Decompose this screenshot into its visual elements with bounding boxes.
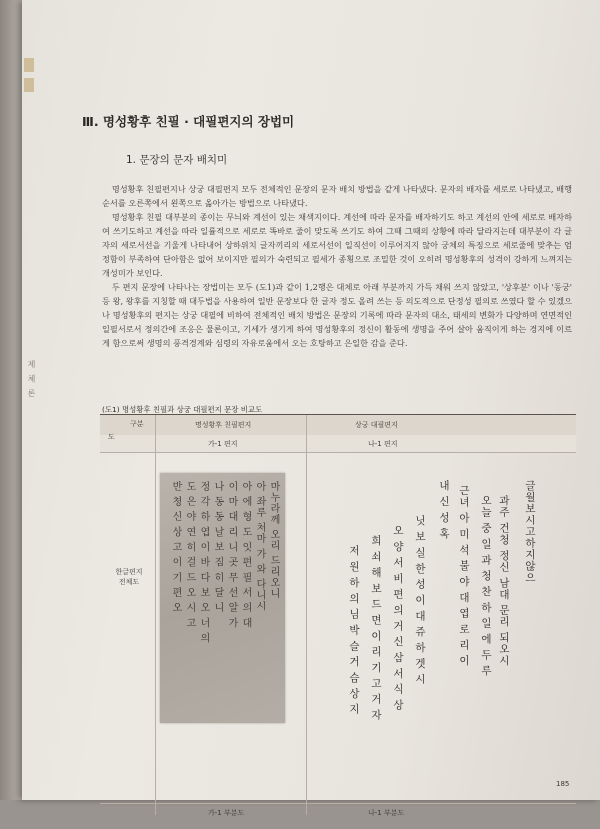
header-gubun: 구분	[130, 420, 144, 428]
col1-footer: 가-1 부분도	[208, 809, 245, 817]
scan-column: 마누라께 오리 드리오니	[268, 481, 279, 600]
table-divider	[100, 452, 576, 453]
scan-column: 나 동 동 날 보 짐 히 달 니	[212, 481, 223, 614]
section-title: Ⅲ. 명성황후 친필 · 대필편지의 장법미	[82, 114, 295, 129]
letter-column: 근녀 아 미 석 불 야 대 엽 로 리 이	[458, 485, 470, 667]
book-page	[22, 0, 600, 817]
page-tab	[24, 78, 34, 92]
scan-column: 아 좌루 처마 가 와 다니시	[254, 481, 265, 612]
table-header-row	[100, 415, 576, 435]
paragraph: 명성황후 친필편지나 상궁 대필편지 모두 전체적인 문장의 문자 배치 방법을 같게 나타냈다. 문자의 배자를 세로로 나타냈고, 배행 순서를 오른쪽에서 왼쪽으로 옮아가는 방법으로 나타냈다.	[102, 184, 572, 208]
letter-column: 오 양 서 비 편 의 거 신 삼 서 식 상	[392, 525, 404, 711]
paragraph: 명성황후 친필 대부분의 종이는 무늬와 계선이 있는 채색지이다. 계선에 따라 문자를 배자하기도 하고 계선의 안에 세로로 배자하여 쓰기도하고 계선을 따라 일률적으로 세로로 똑바로 줄이 맞도록 쓰기도 하여 그때 그때의 상황에 따라 달라지는데 대부분이 각 글자의 세로서선을 기울게 나타내어 상하위치 글자끼리의 세로서선이 일직선이 이루어지지 않아 궁체의 특징으로 세로줄에 맞추는 엄정함이 부족하여 단아함은 없어 보이지만 필의가 숙련되고 필세가 종횡으로 조밀한 것이 오히려 명성황후의 성격이 강하게 느껴지는 개성미가 보인다.	[102, 212, 572, 278]
side-running-text: 제 체 론	[27, 360, 36, 400]
scan-column: 이 마 대 리 니 곳 무 선 알 가	[226, 481, 237, 629]
letter-column: 닛 보 실 한 성 이 대 쥬 하 겟 시	[414, 515, 426, 685]
col1-subtitle: 가-1 편지	[208, 440, 238, 448]
col2-title: 상궁 대필편지	[355, 421, 398, 429]
body-text	[102, 182, 572, 350]
letter-column: 글월보시고하지않으	[524, 480, 536, 584]
scan-column: 반 쳥 신 상 고 이 기 편 오	[170, 481, 181, 614]
col1-title: 명성황후 친필편지	[195, 421, 252, 429]
letter-scan-image	[160, 473, 285, 723]
table-subheader-row	[100, 435, 576, 452]
figure-caption: (도1) 명성황후 친필과 상궁 대필편지 문장 비교도	[102, 405, 263, 414]
scan-column: 정 각 하 엽 이 바 다 보 오 너 의	[198, 481, 209, 644]
printed-letter	[340, 475, 540, 795]
book-gutter	[0, 0, 22, 800]
letter-column: 과주 건청 정신 남대 문리 되오시	[498, 495, 510, 667]
header-do: 도	[108, 433, 115, 441]
col2-subtitle: 나-1 편지	[368, 440, 398, 448]
letter-column: 희 쇠 해 보 드 면 이 리 기 고 거 자	[370, 535, 382, 721]
letter-column: 내 신 성 혹	[438, 480, 450, 540]
letter-column: 오늘 중 일 과 청 찬 하 일 에 두 루	[480, 495, 492, 677]
scan-column: 도 은 야 연 히 걸 드 오 시 고	[184, 481, 195, 629]
table-divider	[155, 415, 156, 815]
col2-footer: 나-1 부분도	[368, 809, 405, 817]
table-divider	[306, 415, 307, 815]
table-divider	[100, 803, 576, 804]
subsection-title: 1. 문장의 문자 배치미	[126, 154, 228, 166]
scan-column: 아 에 형 도 잇 편 필 서 의 대	[240, 481, 251, 629]
page-tab	[24, 58, 34, 72]
page-number: 185	[556, 780, 570, 788]
paragraph: 두 편지 문장에 나타나는 장법미는 모두 (도1)과 같이 1,2행은 대체로 아래 부분까지 가득 채워 쓰지 않았고, '상후분' 이나 '동궁' 등 왕, 왕후를 지칭할 때 대두법을 사용하여 일반 문장보다 한 글자 정도 올려 쓰는 등 의도적으로 단정성 필의로 쓰였다 할 수 있겠으나 명성황후의 편지는 상궁 대필에 비하여 전체적인 배치 방법은 문장의 기록에 따라 문자의 대소, 태세의 변화가 다양하며 연면적인 일필서로서 정의간에 조응은 물론이고, 기세가 생기게 하여 명성황후의 정신이 활동에 생명을 주어 살아 움직이게 하는 경지에 이르게 함으로써 생명의 풍격경계와 심령의 자유로움에서 오는 호탕하고 은일한 감을 준다.	[102, 282, 572, 348]
row-label: 한글편지 전체도	[115, 568, 143, 586]
letter-column: 저 원 하 의 님 박 슬 거 슴 상 지	[348, 545, 360, 715]
